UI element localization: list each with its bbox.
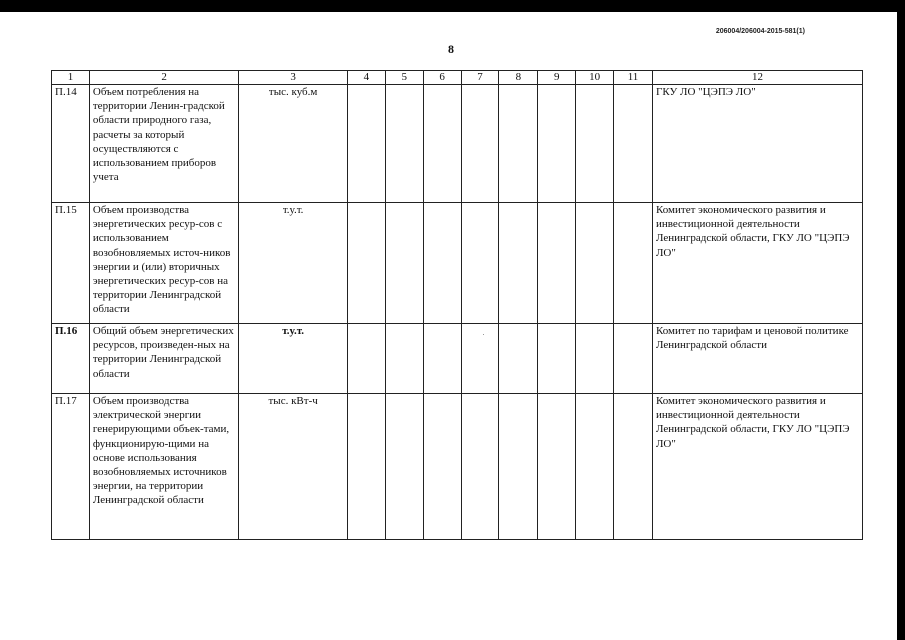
row-indicator-name: Общий объем энергетических ресурсов, произведен-ных на территории Ленинградской области xyxy=(89,324,239,394)
empty-cell xyxy=(461,203,499,324)
row-unit: т.у.т. xyxy=(239,324,348,394)
empty-cell xyxy=(614,394,653,540)
empty-cell xyxy=(576,394,614,540)
header-col-2: 2 xyxy=(89,71,239,85)
row-code: П.16 xyxy=(52,324,90,394)
empty-cell xyxy=(423,85,461,203)
header-col-7: 7 xyxy=(461,71,499,85)
empty-cell xyxy=(347,394,385,540)
header-col-9: 9 xyxy=(538,71,576,85)
document-id: 206004/206004-2015-581(1) xyxy=(715,28,805,35)
header-col-3: 3 xyxy=(239,71,348,85)
empty-cell xyxy=(499,394,538,540)
row-indicator-name: Объем производства энергетических ресур-сов с использованием возобновляемых источ-ников энергии и (или) вторичных энергетических ресур-сов на территории Ленинградской области xyxy=(89,203,239,324)
page-number: 8 xyxy=(448,42,454,56)
row-indicator-name: Объем потребления на территории Ленин-градской области природного газа, расчеты за который осуществляются с использованием приборов учета xyxy=(89,85,239,203)
empty-cell xyxy=(614,203,653,324)
empty-cell xyxy=(461,324,499,394)
empty-cell xyxy=(423,324,461,394)
empty-cell xyxy=(423,203,461,324)
empty-cell xyxy=(538,85,576,203)
row-unit: т.у.т. xyxy=(239,203,348,324)
empty-cell xyxy=(347,203,385,324)
header-col-11: 11 xyxy=(614,71,653,85)
empty-cell xyxy=(576,324,614,394)
row-unit: тыс. кВт-ч xyxy=(239,394,348,540)
row-responsible: ГКУ ЛО "ЦЭПЭ ЛО" xyxy=(652,85,862,203)
header-col-5: 5 xyxy=(385,71,423,85)
empty-cell xyxy=(385,203,423,324)
header-row xyxy=(52,71,863,85)
empty-cell xyxy=(576,203,614,324)
header-col-8: 8 xyxy=(499,71,538,85)
header-col-10: 10 xyxy=(576,71,614,85)
row-code: П.14 xyxy=(52,85,90,203)
empty-cell xyxy=(614,324,653,394)
row-unit: тыс. куб.м xyxy=(239,85,348,203)
header-col-6: 6 xyxy=(423,71,461,85)
empty-cell xyxy=(538,394,576,540)
row-code: П.17 xyxy=(52,394,90,540)
table-row xyxy=(52,85,863,203)
row-responsible: Комитет экономического развития и инвестиционной деятельности Ленинградской области, ГКУ ЛО "ЦЭПЭ ЛО" xyxy=(652,203,862,324)
scan-speck xyxy=(483,334,484,335)
row-indicator-name: Объем производства электрической энергии генерирующими объек-тами, функционирую-щими на основе использования возобновляемых источников энергии, на территории Ленинградской области xyxy=(89,394,239,540)
empty-cell xyxy=(499,324,538,394)
empty-cell xyxy=(385,324,423,394)
empty-cell xyxy=(538,324,576,394)
table-row xyxy=(52,394,863,540)
empty-cell xyxy=(347,85,385,203)
table-row xyxy=(52,324,863,394)
empty-cell xyxy=(614,85,653,203)
empty-cell xyxy=(385,85,423,203)
empty-cell xyxy=(423,394,461,540)
empty-cell xyxy=(499,85,538,203)
empty-cell xyxy=(576,85,614,203)
table-row xyxy=(52,203,863,324)
empty-cell xyxy=(499,203,538,324)
scan-top-border xyxy=(0,0,905,12)
empty-cell xyxy=(461,394,499,540)
row-code: П.15 xyxy=(52,203,90,324)
row-responsible: Комитет экономического развития и инвестиционной деятельности Ленинградской области, ГКУ ЛО "ЦЭПЭ ЛО" xyxy=(652,394,862,540)
row-responsible: Комитет по тарифам и ценовой политике Ленинградской области xyxy=(652,324,862,394)
empty-cell xyxy=(538,203,576,324)
empty-cell xyxy=(385,394,423,540)
header-col-12: 12 xyxy=(652,71,862,85)
header-col-1: 1 xyxy=(52,71,90,85)
empty-cell xyxy=(461,85,499,203)
indicators-table xyxy=(51,70,863,540)
scan-right-border xyxy=(897,0,905,640)
empty-cell xyxy=(347,324,385,394)
header-col-4: 4 xyxy=(347,71,385,85)
